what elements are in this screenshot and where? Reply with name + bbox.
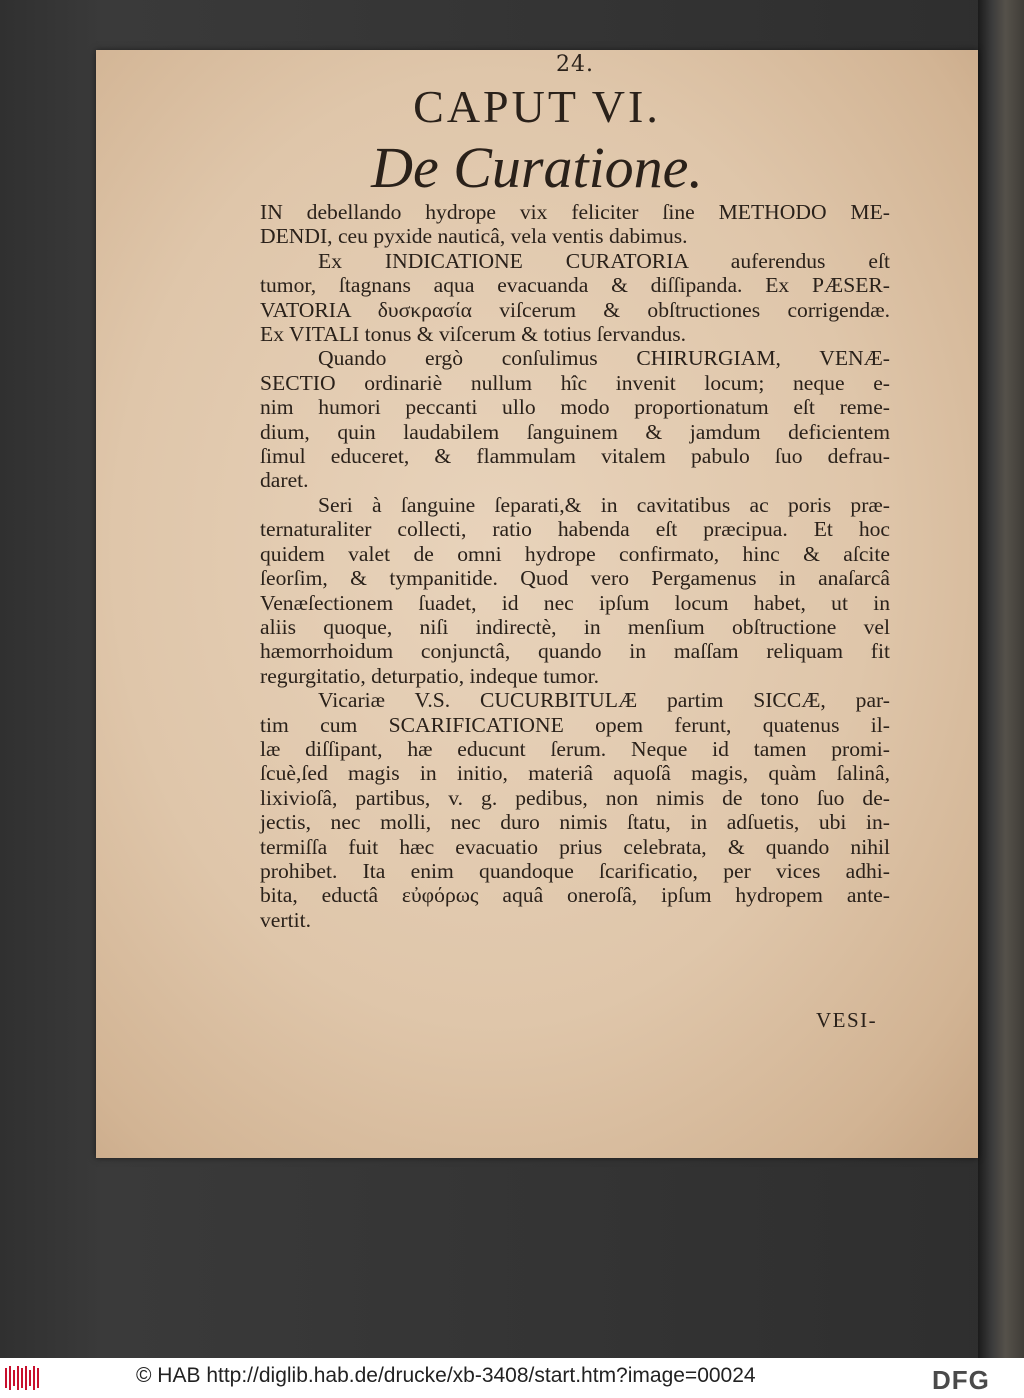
text-line: nim humori peccanti ullo modo proportionatum eſt reme-: [260, 395, 890, 420]
dfg-logo[interactable]: DFG: [932, 1365, 990, 1395]
catchword: VESI-: [816, 1008, 878, 1032]
text-line: Quando ergò conſulimus CHIRURGIAM, VENÆ-: [318, 346, 890, 371]
text-line: bita, eductâ εὐφόρως aquâ oneroſâ, ipſum hydropem ante-: [260, 883, 890, 908]
book-edge: [978, 0, 1024, 1358]
footer-bar: [0, 1358, 1024, 1398]
text-line: Ex VITALI tonus & viſcerum & totius ſervandus.: [260, 322, 687, 347]
page-number: 24.: [556, 52, 594, 77]
text-line: quidem valet de omni hydrope confirmato, hinc & aſcite: [260, 541, 890, 566]
text-line: dium, quin laudabilem ſanguinem & jamdum deficientem: [260, 419, 890, 444]
text-line: SECTIO ordinariè nullum hîc invenit locum; neque e-: [260, 370, 890, 395]
text-line: ſcuè,ſed magis in initio, materiâ aquoſâ magis, quàm ſalinâ,: [260, 761, 890, 786]
text-line: Vicariæ V.S. CUCURBITULÆ partim SICCÆ, par-: [318, 688, 890, 713]
page-body-text: [260, 200, 890, 932]
hab-logo-icon[interactable]: [4, 1364, 40, 1392]
text-line: Ex INDICATIONE CURATORIA auferendus eſt: [318, 248, 890, 273]
text-line: IN debellando hydrope vix feliciter ſine METHODO ME-: [260, 200, 890, 224]
text-line: Seri à ſanguine ſeparati,& in cavitatibus ac poris præ-: [318, 492, 890, 517]
text-line: Venæſectionem ſuadet, id nec ipſum locum habet, ut in: [260, 590, 890, 615]
text-line: ſimul educeret, & flammulam vitalem pabulo ſuo defrau-: [260, 444, 890, 469]
book-page: [96, 50, 978, 1158]
text-line: tim cum SCARIFICATIONE opem ferunt, quatenus il-: [260, 712, 890, 737]
text-line: hæmorrhoidum conjunctâ, quando in maſſam reliquam fit: [260, 639, 890, 664]
chapter-subtitle: De Curatione.: [371, 135, 703, 200]
text-line: regurgitatio, deturpatio, indeque tumor.: [260, 663, 600, 688]
text-line: daret.: [260, 468, 309, 493]
text-line: tumor, ſtagnans aqua evacuanda & diſſipanda. Ex PÆSER-: [260, 273, 890, 298]
text-line: VATORIA δυσκρασία viſcerum & obſtructiones corrigendæ.: [260, 297, 890, 322]
text-line: prohibet. Ita enim quandoque ſcarificatio, per vices adhi-: [260, 858, 890, 883]
text-line: vertit.: [260, 907, 311, 932]
text-line: lixivioſâ, partibus, v. g. pedibus, non nimis de tono ſuo de-: [260, 785, 890, 810]
text-line: læ diſſipant, hæ educunt ſerum. Neque id tamen promi-: [260, 736, 890, 761]
text-line: ſeorſim, & tympanitide. Quod vero Pergamenus in anaſarcâ: [260, 566, 890, 591]
text-line: termiſſa fuit hæc evacuatio prius celebrata, & quando nihil: [260, 834, 890, 859]
text-line: aliis quoque, niſi indirectè, in menſium obſtructione vel: [260, 614, 890, 639]
chapter-title: CAPUT VI.: [413, 81, 661, 132]
text-line: jectis, nec molli, nec duro nimis ſtatu, in adſuetis, ubi in-: [260, 810, 890, 835]
text-line: DENDI, ceu pyxide nauticâ, vela ventis dabimus.: [260, 224, 688, 249]
copyright-link[interactable]: © HAB http://diglib.hab.de/drucke/xb-3408/start.htm?image=00024: [136, 1364, 756, 1387]
text-line: ternaturaliter collecti, ratio habenda eſt præcipua. Et hoc: [260, 517, 890, 542]
